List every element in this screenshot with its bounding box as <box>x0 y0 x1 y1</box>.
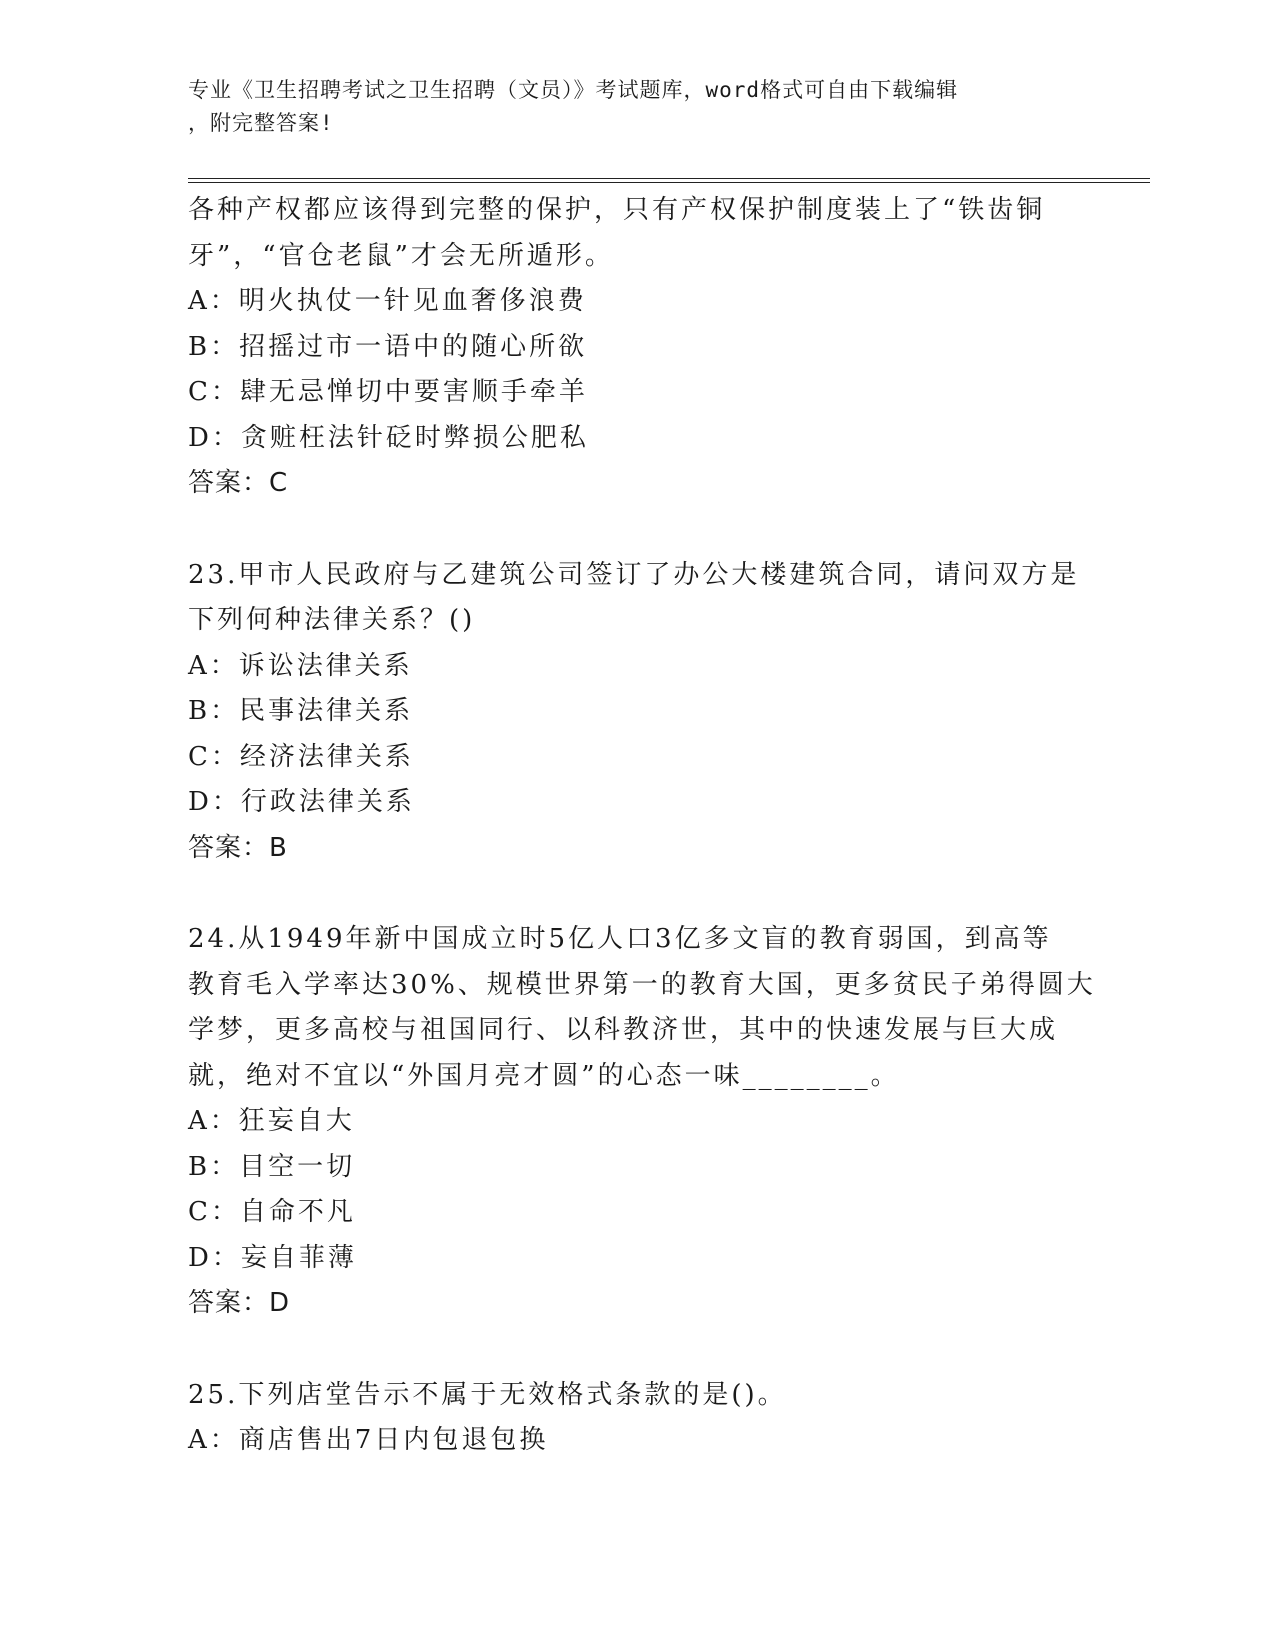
question-list <box>188 188 1096 1464</box>
header-line-2: ，附完整答案! <box>188 111 334 135</box>
question-25 <box>188 1373 1088 1464</box>
option-a: A：诉讼法律关系 <box>188 650 413 681</box>
spacer <box>188 1327 1088 1373</box>
question-23 <box>188 553 1088 872</box>
option-a: A：商店售出7日内包退包换 <box>188 1425 549 1455</box>
option-d: D：贪赃枉法针砭时弊损公肥私 <box>188 422 589 453</box>
option-b: B：目空一切 <box>188 1151 356 1182</box>
option-a: A：狂妄自大 <box>188 1106 355 1136</box>
question-stem-line: 教育毛入学率达30%、规模世界第一的教育大国，更多贫民子弟得圆大 <box>188 969 1096 1000</box>
document-header <box>188 74 1068 140</box>
question-stem-line: 学梦，更多高校与祖国同行、以科教济世，其中的快速发展与巨大成 <box>188 1015 1059 1045</box>
option-b: B：民事法律关系 <box>188 696 414 726</box>
option-a: A：明火执仗一针见血奢侈浪费 <box>188 286 587 316</box>
option-d: D：妄自菲薄 <box>188 1242 357 1273</box>
question-stem-line: 就，绝对不宜以“外国月亮才圆”的心态一味________。 <box>188 1060 900 1091</box>
question-stem-line: 牙”，“官仓老鼠”才会无所遁形。 <box>188 240 614 271</box>
question-stem-line: 25.下列店堂告示不属于无效格式条款的是()。 <box>188 1379 787 1410</box>
header-line-1: 专业《卫生招聘考试之卫生招聘（文员）》考试题库，word格式可自由下载编辑 <box>188 78 959 102</box>
question-stem-line: 下列何种法律关系？() <box>188 605 476 635</box>
answer-line: 答案：D <box>188 1288 291 1318</box>
spacer <box>188 871 1088 917</box>
question-22 <box>188 188 1088 507</box>
question-stem-line: 24.从1949年新中国成立时5亿人口3亿多文盲的教育弱国，到高等 <box>188 924 1052 954</box>
question-stem-line: 23.甲市人民政府与乙建筑公司签订了办公大楼建筑合同，请问双方是 <box>188 559 1080 590</box>
answer-line: 答案：C <box>188 468 289 498</box>
option-d: D：行政法律关系 <box>188 787 415 817</box>
spacer <box>188 507 1088 553</box>
question-24 <box>188 917 1096 1327</box>
option-b: B：招摇过市一语中的随心所欲 <box>188 331 588 362</box>
question-stem-line: 各种产权都应该得到完整的保护，只有产权保护制度装上了“铁齿铜 <box>188 195 1046 225</box>
header-divider <box>188 178 1150 183</box>
option-c: C：经济法律关系 <box>188 741 414 772</box>
option-c: C：肆无忌惮切中要害顺手牵羊 <box>188 377 588 407</box>
option-c: C：自命不凡 <box>188 1197 356 1227</box>
answer-line: 答案：B <box>188 832 288 863</box>
